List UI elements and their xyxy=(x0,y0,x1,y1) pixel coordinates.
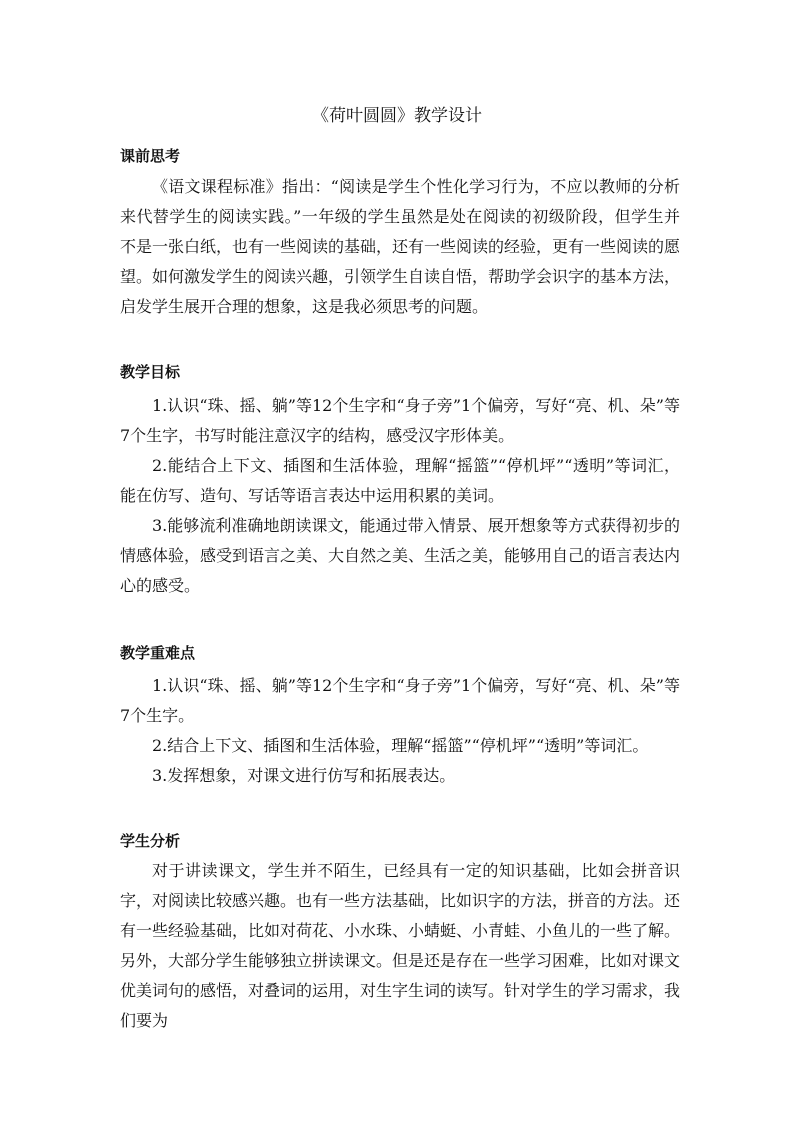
paragraph-difficulty-1: 1.认识“珠、摇、躺”等12个生字和“身子旁”1个偏旁，写好“亮、机、朵”等7个生字。 xyxy=(120,676,680,725)
section-heading-teaching-objectives: 教学目标 xyxy=(120,363,181,381)
section-heading-key-difficulties: 教学重难点 xyxy=(120,644,196,662)
paragraph-objective-3: 3.能够流利准确地朗读课文，能通过带入情景、展开想象等方式获得初步的情感体验，感受到语言之美、大自然之美、生活之美，能够用自己的语言表达内心的感受。 xyxy=(120,516,681,595)
paragraph-student-analysis: 对于讲读课文，学生并不陌生，已经具有一定的知识基础，比如会拼音识字，对阅读比较感兴趣。也有一些方法基础，比如识字的方法，拼音的方法。还有一些经验基础，比如对荷花、小水珠、小蜻蜓、小青蛙、小鱼儿的一些了解。另外，大部分学生能够独立拼读课文。但是还是存在一些学习困难，比如对课文优美词句的感悟，对叠词的运用，对生字生词的读写。针对学生的学习需求，我们要为 xyxy=(120,861,681,1030)
paragraph-difficulty-2: 2.结合上下文、插图和生活体验，理解“摇篮”“停机坪”“透明”等词汇。 xyxy=(152,736,649,755)
section-heading-pre-class-thinking: 课前思考 xyxy=(120,147,181,165)
paragraph-difficulty-3: 3.发挥想象，对课文进行仿写和拓展表达。 xyxy=(152,766,456,785)
paragraph-objective-2: 2.能结合上下文、插图和生活体验，理解“摇篮”“停机坪”“透明”等词汇，能在仿写、造句、写话等语言表达中运用积累的美词。 xyxy=(120,456,680,505)
paragraph-pre-class-thinking: 《语文课程标准》指出：“阅读是学生个性化学习行为，不应以教师的分析来代替学生的阅读实践。”一年级的学生虽然是处在阅读的初级阶段，但学生并不是一张白纸，也有一些阅读的基础，还有一些阅读的经验，更有一些阅读的愿望。如何激发学生的阅读兴趣，引领学生自读自悟，帮助学会识字的基本方法，启发学生展开合理的想象，这是我必须思考的问题。 xyxy=(120,177,681,316)
paragraph-objective-1: 1.认识“珠、摇、躺”等12个生字和“身子旁”1个偏旁，写好“亮、机、朵”等7个生字，书写时能注意汉字的结构，感受汉字形体美。 xyxy=(120,396,680,445)
section-heading-student-analysis: 学生分析 xyxy=(120,832,181,850)
document-title: 《荷叶圆圆》教学设计 xyxy=(312,106,482,126)
